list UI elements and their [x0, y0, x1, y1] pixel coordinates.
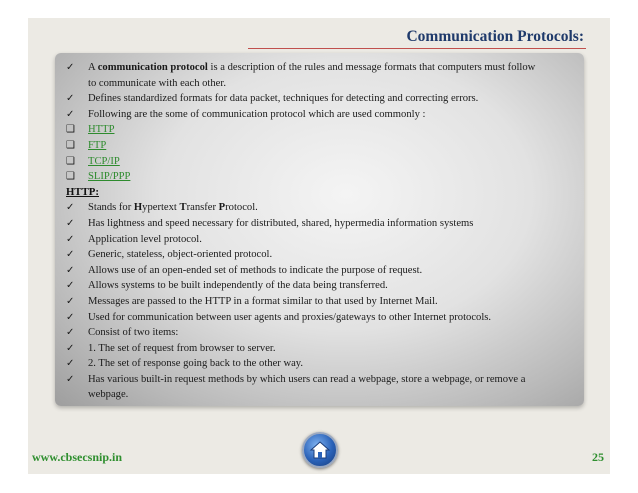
- check-icon: ✓: [66, 202, 75, 214]
- check-icon: ✓: [66, 295, 75, 307]
- check-icon: ✓: [66, 93, 75, 105]
- list-item: ✓ A communication protocol is a description of the rules and message formats that computers must follow: [66, 60, 571, 76]
- home-button[interactable]: [302, 432, 338, 468]
- square-bullet-icon: ❑: [66, 171, 75, 183]
- protocol-item-slip-ppp: [66, 169, 571, 185]
- page-number: 25: [592, 450, 604, 464]
- check-icon: ✓: [66, 249, 75, 261]
- section-heading-http: HTTP:: [66, 185, 99, 198]
- protocol-item-http: [66, 122, 571, 138]
- check-icon: ✓: [66, 358, 75, 370]
- list-item: ✓ Allows use of an open-ended set of methods to indicate the purpose of request.: [66, 263, 571, 279]
- check-icon: ✓: [66, 327, 75, 339]
- footer-website-link[interactable]: www.cbsecsnip.in: [32, 450, 123, 464]
- protocol-link-tcpip[interactable]: TCP/IP: [88, 155, 120, 167]
- list-item: ✓ 2. The set of response going back to the other way.: [66, 356, 571, 372]
- check-icon: ✓: [66, 264, 75, 276]
- list-item: ✓ Consist of two items:: [66, 325, 571, 341]
- term-communication-protocol: communication protocol: [97, 62, 208, 73]
- protocol-item-ftp: [66, 138, 571, 154]
- square-bullet-icon: ❑: [66, 124, 75, 136]
- check-icon: ✓: [66, 233, 75, 245]
- check-icon: ✓: [66, 311, 75, 323]
- list-item-continuation: to communicate with each other.: [88, 77, 226, 89]
- list-item: ✓ Defines standardized formats for data packet, techniques for detecting and correcting errors.: [66, 91, 571, 107]
- protocol-item-tcpip: [66, 154, 571, 170]
- bullet-list: [66, 60, 571, 403]
- title-bar: [28, 26, 610, 50]
- list-item: ✓ Allows systems to be built independently of the data being transferred.: [66, 278, 571, 294]
- check-icon: ✓: [66, 62, 75, 73]
- list-item: ✓ 1. The set of request from browser to server.: [66, 341, 571, 357]
- list-item: ✓ Stands for Hypertext Transfer Protocol.: [66, 200, 571, 216]
- check-icon: ✓: [66, 108, 75, 120]
- list-item: ✓ Used for communication between user agents and proxies/gateways to other Internet protocols.: [66, 310, 571, 326]
- title-underline: [248, 48, 586, 49]
- protocol-link-slip-ppp[interactable]: SLIP/PPP: [88, 171, 131, 183]
- list-item: ✓ Messages are passed to the HTTP in a format similar to that used by Internet Mail.: [66, 294, 571, 310]
- list-item: ✓ Generic, stateless, object-oriented protocol.: [66, 247, 571, 263]
- list-item: ✓ Following are the some of communication protocol which are used commonly :: [66, 107, 571, 123]
- protocol-link-ftp[interactable]: FTP: [88, 139, 107, 151]
- check-icon: ✓: [66, 342, 75, 354]
- check-icon: ✓: [66, 373, 75, 385]
- list-item: ✓ Has lightness and speed necessary for distributed, shared, hypermedia information systems: [66, 216, 571, 232]
- check-icon: ✓: [66, 280, 75, 292]
- list-item: ✓ Application level protocol.: [66, 232, 571, 248]
- list-item-continuation: webpage.: [88, 389, 129, 401]
- list-item: ✓ Has various built-in request methods by which users can read a webpage, store a webpage, or remove a: [66, 372, 571, 388]
- square-bullet-icon: ❑: [66, 155, 75, 167]
- protocol-link-http[interactable]: HTTP: [88, 124, 115, 136]
- square-bullet-icon: ❑: [66, 139, 75, 151]
- check-icon: ✓: [66, 217, 75, 229]
- http-points: [66, 216, 571, 403]
- home-icon: [309, 440, 331, 460]
- page-title: Communication Protocols:: [406, 28, 584, 45]
